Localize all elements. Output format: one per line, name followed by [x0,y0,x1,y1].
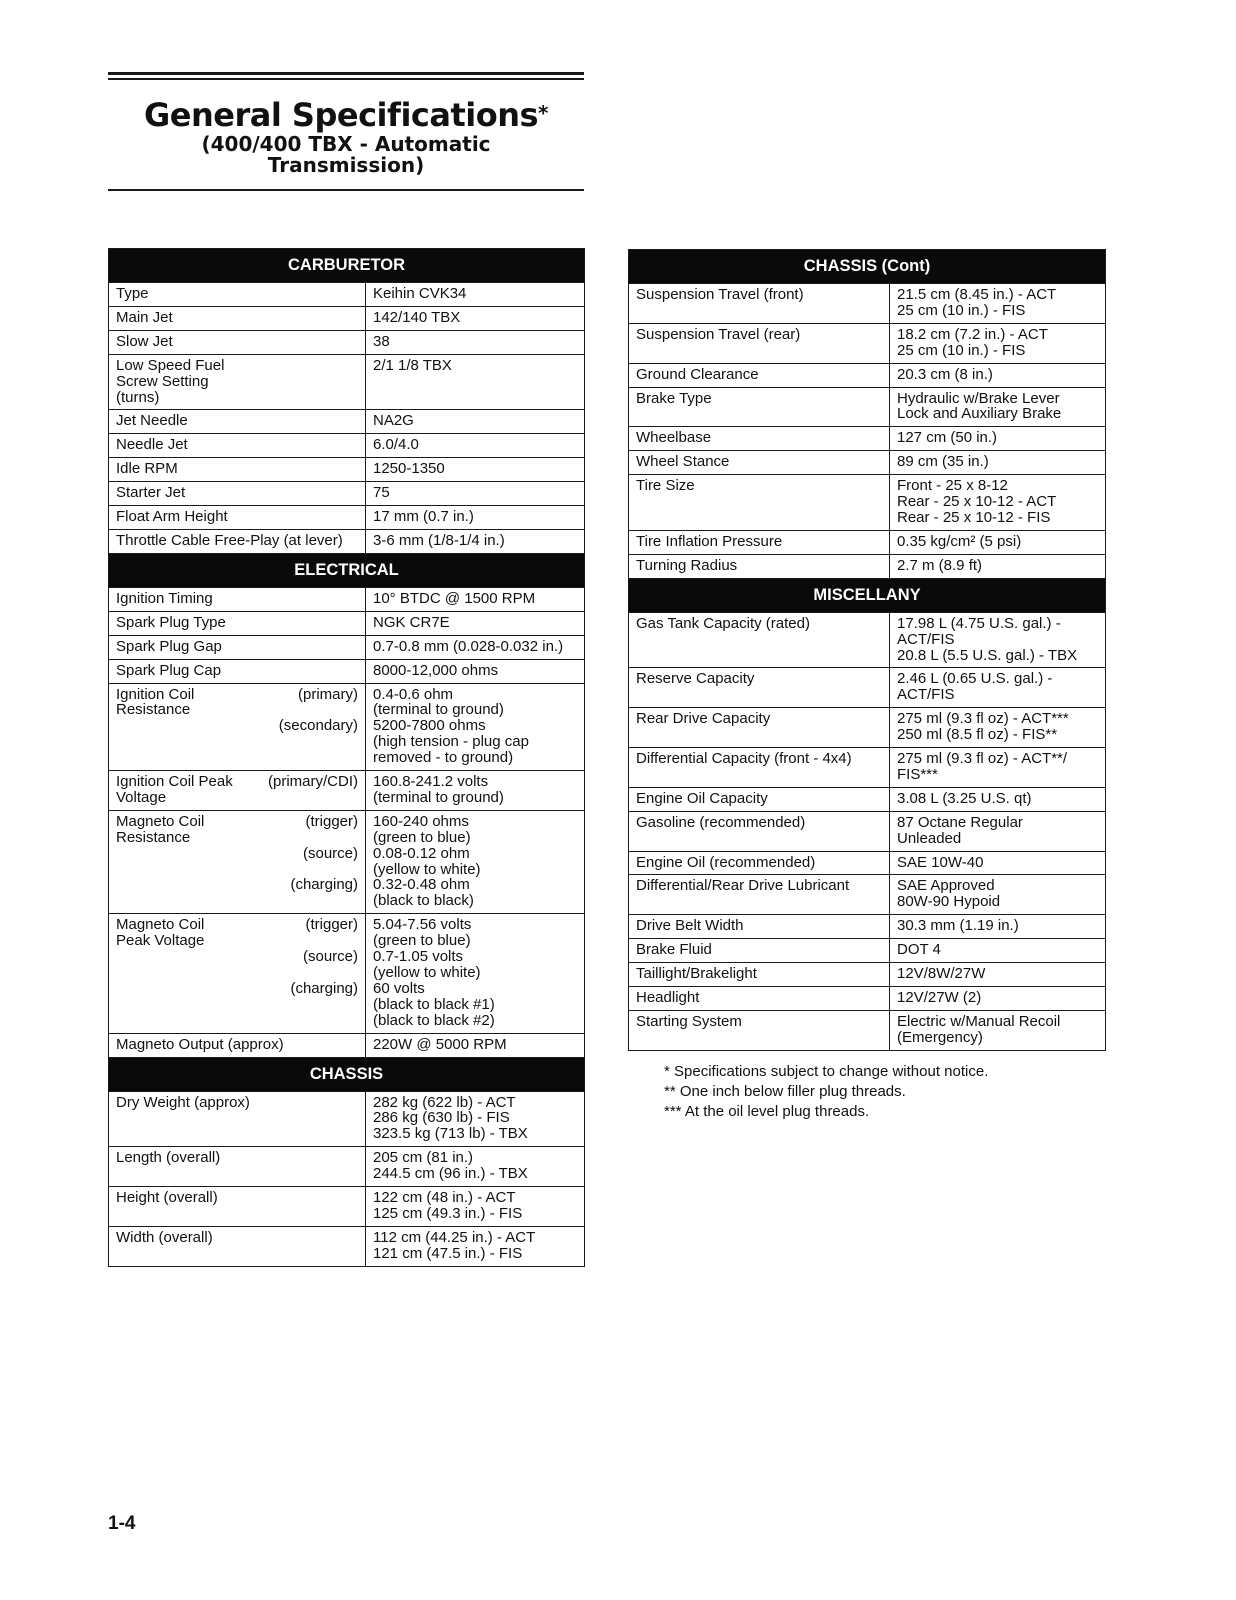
spec-value: SAE Approved 80W-90 Hypoid [890,875,1106,915]
spec-sublabel: (trigger) [305,812,358,830]
table-row [109,635,585,659]
spec-label: Idle RPM [109,458,366,482]
spec-value: 30.3 mm (1.19 in.) [890,915,1106,939]
table-row [109,1187,585,1227]
spec-label-text: Magneto Coil Resistance [116,812,205,846]
spec-sublabel: (charging) [290,979,358,997]
section-header-carburetor: CARBURETOR [109,249,585,283]
footnotes [664,1062,988,1122]
section-header-chassis: CHASSIS [109,1057,585,1091]
spec-value: SAE 10W-40 [890,851,1106,875]
spec-value: Electric w/Manual Recoil (Emergency) [890,1010,1106,1050]
spec-label: Reserve Capacity [629,668,890,708]
spec-label: Rear Drive Capacity [629,708,890,748]
table-row [109,283,585,307]
spec-label: Ignition Timing [109,587,366,611]
table-row [109,482,585,506]
spec-label: Main Jet [109,306,366,330]
spec-sublabel: (primary/CDI) [268,773,358,791]
spec-label: Magneto Output (approx) [109,1033,366,1057]
table-row [109,914,585,1033]
table-row [109,434,585,458]
top-rule-thin [108,78,584,80]
footnote: * Specifications subject to change without notice. [664,1063,989,1080]
spec-label: Width (overall) [109,1226,366,1266]
spec-label: Suspension Travel (front) [629,284,890,324]
table-row [109,1091,585,1147]
table-row [109,1033,585,1057]
spec-label: Gasoline (recommended) [629,811,890,851]
spec-value: 0.4-0.6 ohm (terminal to ground) 5200-7800 ohms (high tension - plug cap removed - to ground) [366,683,585,771]
spec-label: Wheel Stance [629,451,890,475]
table-row [629,875,1106,915]
spec-value: 2.7 m (8.9 ft) [890,554,1106,578]
page-subtitle-line-2: Transmission) [267,153,425,177]
spec-value: 160-240 ohms (green to blue) 0.08-0.12 ohm (yellow to white) 0.32-0.48 ohm (black to black) [366,810,585,913]
spec-label: Drive Belt Width [629,915,890,939]
spec-value: 10° BTDC @ 1500 RPM [366,587,585,611]
spec-sublabel: (primary) [298,685,358,703]
spec-value: 160.8-241.2 volts (terminal to ground) [366,771,585,811]
spec-label [109,683,366,771]
spec-label: Headlight [629,987,890,1011]
table-row [629,787,1106,811]
table-row [629,387,1106,427]
spec-value: 275 ml (9.3 fl oz) - ACT*** 250 ml (8.5 fl oz) - FIS** [890,708,1106,748]
spec-label: Starting System [629,1010,890,1050]
spec-label: Slow Jet [109,330,366,354]
table-row [109,410,585,434]
table-row [629,554,1106,578]
table-row [109,810,585,913]
spec-value: 1250-1350 [366,458,585,482]
table-row [109,1226,585,1266]
spec-label: Needle Jet [109,434,366,458]
spec-value: 142/140 TBX [366,306,585,330]
spec-value: 8000-12,000 ohms [366,659,585,683]
spec-value: 18.2 cm (7.2 in.) - ACT 25 cm (10 in.) - FIS [890,323,1106,363]
spec-value: 87 Octane Regular Unleaded [890,811,1106,851]
spec-label [109,810,366,913]
spec-label: Spark Plug Cap [109,659,366,683]
spec-value: 112 cm (44.25 in.) - ACT 121 cm (47.5 in.) - FIS [366,1226,585,1266]
table-row [109,506,585,530]
table-row [109,306,585,330]
section-header-chassis-cont: CHASSIS (Cont) [629,250,1106,284]
spec-value: NGK CR7E [366,611,585,635]
spec-sublabel: (charging) [290,876,358,894]
table-row [109,529,585,553]
spec-label: Low Speed Fuel Screw Setting (turns) [109,354,366,410]
table-row [109,354,585,410]
spec-label: Gas Tank Capacity (rated) [629,612,890,668]
spec-label-text: Ignition Coil Peak Voltage [116,773,233,806]
table-row [629,451,1106,475]
spec-label: Starter Jet [109,482,366,506]
spec-label: Brake Type [629,387,890,427]
spec-label: Differential/Rear Drive Lubricant [629,875,890,915]
spec-value: 2.46 L (0.65 U.S. gal.) - ACT/FIS [890,668,1106,708]
spec-label: Brake Fluid [629,939,890,963]
table-row [109,587,585,611]
spec-value: 38 [366,330,585,354]
spec-label: Wheelbase [629,427,890,451]
table-row [109,771,585,811]
spec-value: 122 cm (48 in.) - ACT 125 cm (49.3 in.) - FIS [366,1187,585,1227]
spec-value: Hydraulic w/Brake Lever Lock and Auxiliary Brake [890,387,1106,427]
spec-label-text: Magneto Coil Peak Voltage [116,916,205,950]
spec-value: Keihin CVK34 [366,283,585,307]
table-row [629,915,1106,939]
spec-sublabel: (trigger) [305,916,358,934]
spec-value: 12V/27W (2) [890,987,1106,1011]
spec-label: Tire Inflation Pressure [629,530,890,554]
spec-value: NA2G [366,410,585,434]
spec-label: Length (overall) [109,1147,366,1187]
spec-label: Height (overall) [109,1187,366,1227]
spec-label: Ground Clearance [629,363,890,387]
title-asterisk: * [538,101,549,125]
spec-label: Jet Needle [109,410,366,434]
table-row [629,708,1106,748]
spec-label [109,771,366,811]
spec-label: Engine Oil (recommended) [629,851,890,875]
footnote: ** One inch below filler plug threads. [664,1083,906,1100]
spec-sublabel: (secondary) [278,717,358,735]
table-row [629,530,1106,554]
right-spec-table [628,249,1106,1051]
spec-value: 3-6 mm (1/8-1/4 in.) [366,529,585,553]
spec-value: 20.3 cm (8 in.) [890,363,1106,387]
table-row [109,659,585,683]
bottom-rule [108,189,584,191]
spec-value: DOT 4 [890,939,1106,963]
spec-value: 282 kg (622 lb) - ACT 286 kg (630 lb) - FIS 323.5 kg (713 lb) - TBX [366,1091,585,1147]
spec-label: Suspension Travel (rear) [629,323,890,363]
page-title: General Specifications* [143,96,549,134]
spec-label: Differential Capacity (front - 4x4) [629,748,890,788]
spec-label: Tire Size [629,475,890,531]
spec-label: Engine Oil Capacity [629,787,890,811]
spec-value: 3.08 L (3.25 U.S. qt) [890,787,1106,811]
spec-value: 21.5 cm (8.45 in.) - ACT 25 cm (10 in.) - FIS [890,284,1106,324]
spec-value: 17 mm (0.7 in.) [366,506,585,530]
spec-label: Spark Plug Type [109,611,366,635]
table-row [109,458,585,482]
table-row [109,1147,585,1187]
section-header-miscellany: MISCELLANY [629,578,1106,612]
spec-value: 17.98 L (4.75 U.S. gal.) - ACT/FIS 20.8 L (5.5 U.S. gal.) - TBX [890,612,1106,668]
page-title-block [108,96,584,176]
table-row [629,475,1106,531]
table-row [109,611,585,635]
spec-label: Turning Radius [629,554,890,578]
spec-value: 89 cm (35 in.) [890,451,1106,475]
spec-sublabel: (source) [302,844,358,862]
spec-value: 75 [366,482,585,506]
spec-sublabel: (source) [302,948,358,966]
section-header-electrical: ELECTRICAL [109,553,585,587]
table-row [629,427,1106,451]
table-row [629,323,1106,363]
table-row [629,939,1106,963]
spec-label-text: Ignition Coil Resistance [116,685,195,719]
table-row [629,284,1106,324]
spec-label: Float Arm Height [109,506,366,530]
table-row [629,612,1106,668]
spec-value: 6.0/4.0 [366,434,585,458]
spec-label: Taillight/Brakelight [629,963,890,987]
spec-value: 220W @ 5000 RPM [366,1033,585,1057]
page-subtitle-line-1: (400/400 TBX - Automatic [201,132,491,156]
spec-value: Front - 25 x 8-12 Rear - 25 x 10-12 - ACT Rear - 25 x 10-12 - FIS [890,475,1106,531]
spec-label: Spark Plug Gap [109,635,366,659]
table-row [629,1010,1106,1050]
table-row [629,748,1106,788]
spec-label: Type [109,283,366,307]
footnote: *** At the oil level plug threads. [664,1103,870,1120]
spec-value: 0.7-0.8 mm (0.028-0.032 in.) [366,635,585,659]
left-spec-table [108,248,585,1267]
spec-value: 205 cm (81 in.) 244.5 cm (96 in.) - TBX [366,1147,585,1187]
spec-label [109,914,366,1033]
top-rule-thick [108,72,584,75]
table-row [629,963,1106,987]
table-row [109,330,585,354]
table-row [629,668,1106,708]
table-row [109,683,585,771]
spec-value: 0.35 kg/cm² (5 psi) [890,530,1106,554]
spec-value: 2/1 1/8 TBX [366,354,585,410]
table-row [629,811,1106,851]
spec-value: 5.04-7.56 volts (green to blue) 0.7-1.05 volts (yellow to white) 60 volts (black to black #1) (black to black #2) [366,914,585,1033]
table-row [629,363,1106,387]
page-number: 1-4 [108,1513,136,1534]
table-row [629,987,1106,1011]
spec-value: 12V/8W/27W [890,963,1106,987]
spec-label: Dry Weight (approx) [109,1091,366,1147]
table-row [629,851,1106,875]
spec-label: Throttle Cable Free-Play (at lever) [109,529,366,553]
spec-value: 275 ml (9.3 fl oz) - ACT**/ FIS*** [890,748,1106,788]
spec-value: 127 cm (50 in.) [890,427,1106,451]
